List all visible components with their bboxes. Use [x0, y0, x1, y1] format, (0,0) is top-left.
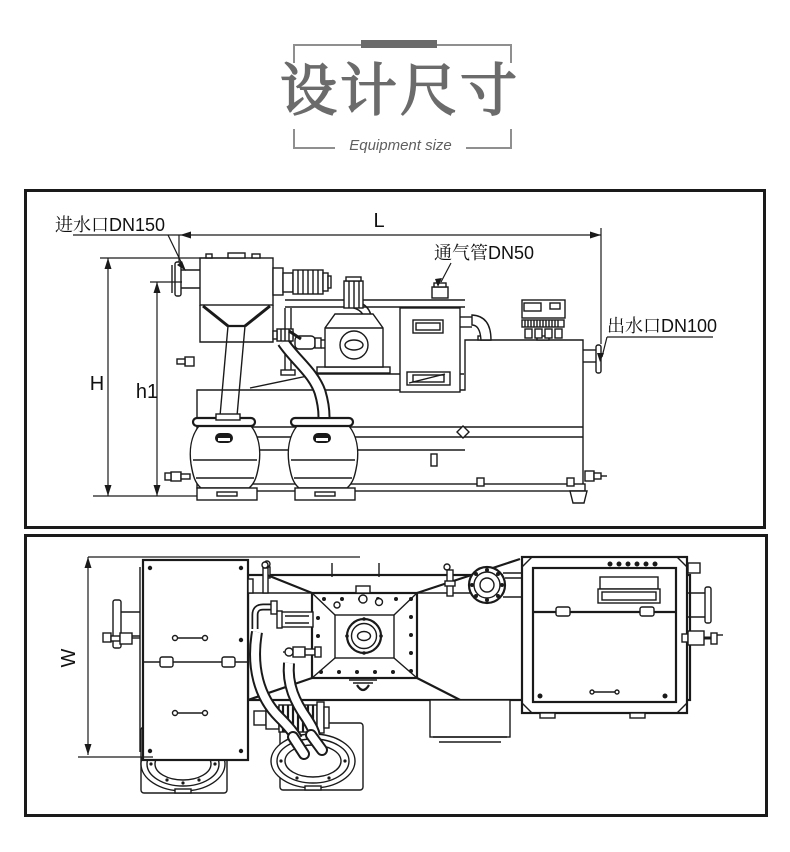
oil-barrel-1	[190, 418, 259, 500]
bottom-access-box	[430, 700, 510, 742]
side-fitting	[177, 357, 194, 366]
oil-barrel-2	[288, 418, 357, 500]
title-accent-bar	[361, 40, 437, 48]
title-block	[0, 0, 790, 185]
drain-valve-left	[165, 472, 190, 481]
side-view-panel	[24, 189, 766, 529]
page-title: 设计尺寸	[280, 59, 520, 123]
separator-box-top	[140, 560, 253, 760]
outlet-flange	[583, 345, 601, 373]
control-panel	[522, 300, 565, 338]
control-cabinet-top	[522, 557, 723, 718]
dimension-h1	[136, 282, 182, 496]
label-L: L	[373, 210, 385, 232]
label-outlet: 出水口DN100	[607, 316, 718, 336]
page-subtitle: Equipment size	[295, 137, 506, 155]
top-view-drawing	[27, 537, 765, 814]
top-view-panel	[24, 534, 768, 817]
separator-motor	[273, 268, 331, 295]
inlet-flange-top	[103, 600, 140, 648]
label-vent-group	[434, 243, 534, 287]
label-vent: 通气管DN50	[434, 243, 535, 263]
inlet-flange	[172, 262, 200, 296]
drain-valve-right	[585, 471, 607, 481]
label-H: H	[89, 373, 105, 395]
label-outlet-group	[597, 316, 717, 362]
manhole-plate	[312, 586, 417, 690]
label-inlet: 进水口DN150	[55, 215, 166, 235]
side-view-drawing	[27, 192, 763, 526]
label-inlet-group	[55, 215, 186, 271]
label-W: W	[58, 648, 80, 668]
label-h1: h1	[135, 381, 159, 403]
